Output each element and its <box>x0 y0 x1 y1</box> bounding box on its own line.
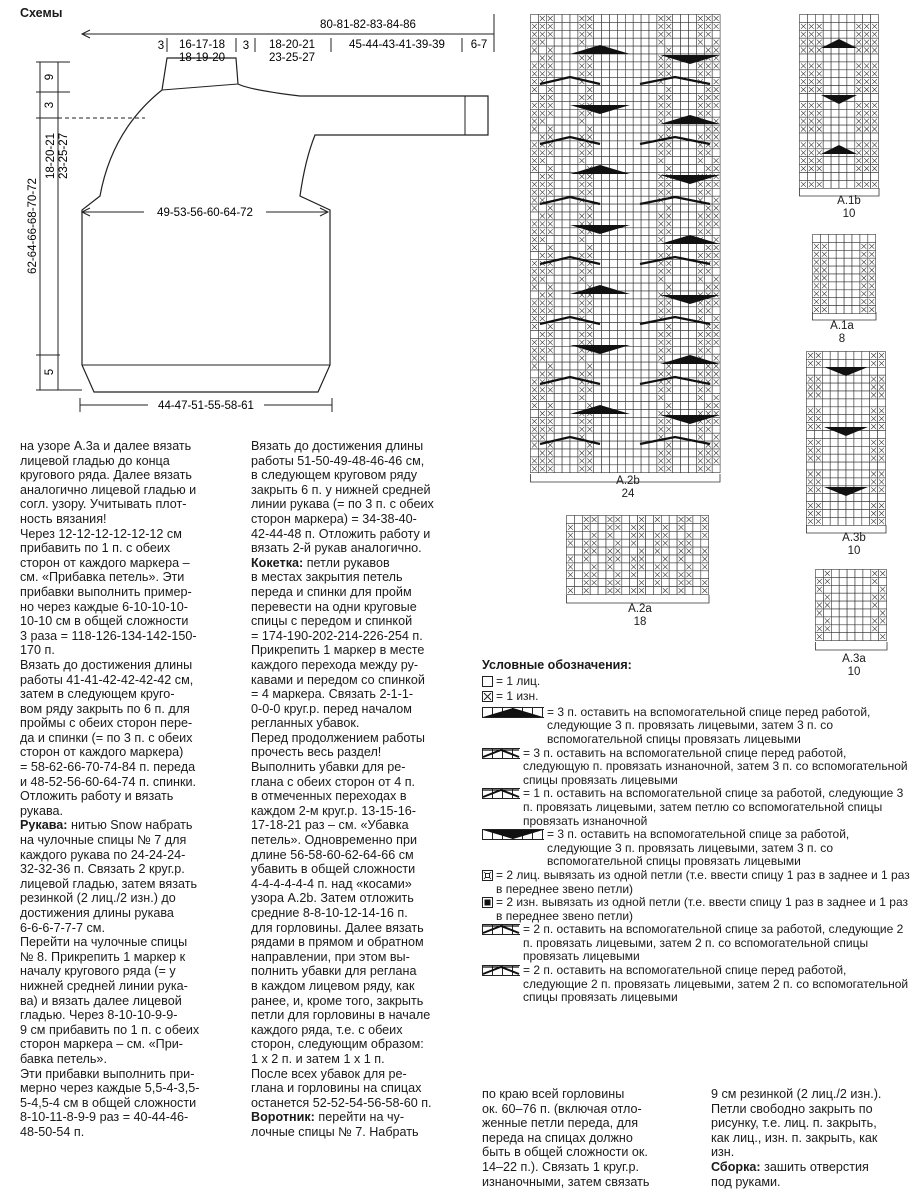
legend-item <box>482 964 914 1005</box>
cable-6-front-icon <box>482 707 544 718</box>
text-line: ранее, и, кроме того, закрыть <box>251 993 424 1008</box>
text-line: Перед продолжением работы <box>251 730 425 745</box>
text-line: прибавить по 1 п. с обеих <box>20 541 171 556</box>
legend-text: = 3 п. оставить на вспомогательной спице перед работой, следующую п. провязать изнаночной, затем 3 п. со вспомогательной спицы провязать лицевыми <box>523 745 908 787</box>
text-line: Прикрепить 1 маркер в месте <box>251 643 425 658</box>
text-line: прочесть весь раздел! <box>251 745 382 760</box>
svg-text:62-64-66-68-70-72: 62-64-66-68-70-72 <box>27 178 39 274</box>
text-line: петли для горловины в начале <box>251 1008 431 1023</box>
text-line: и 48-52-56-60-64-74 п. спинки. <box>20 774 197 789</box>
legend-text: = 1 п. оставить на вспомогательной спице за работой, следующие 3 п. провязать лицевыми, затем петлю со вспомогательной спицы провязать изнаночной <box>523 786 904 828</box>
text-line: в отмеченных переходах в <box>251 789 407 804</box>
text-line: направлении, при этом вы- <box>251 949 410 964</box>
text-line: каждом 2-м круг.р. 13-15-16- <box>251 803 416 818</box>
legend-item <box>482 923 914 964</box>
text-line: переда на спицах должно <box>482 1130 633 1145</box>
svg-text:3: 3 <box>157 40 165 52</box>
svg-text:3: 3 <box>242 40 250 52</box>
text-line: 17-18-21 раз – см. «Убавка <box>251 818 409 833</box>
text-line: Вязать до достижения длины <box>20 657 193 672</box>
svg-text:18-20-21: 18-20-21 <box>45 132 57 180</box>
svg-text:23-25-27: 23-25-27 <box>268 52 316 64</box>
legend-text: = 2 п. оставить на вспомогательной спице за работой, следующие 2 п. провязать лицевыми, затем 2 п. со вспомогательной спицы провязать лицевыми <box>523 922 904 964</box>
text-line: как лиц., изн. п. закрыть, как <box>711 1130 878 1145</box>
text-line: сторон, следующим образом: <box>251 1037 424 1052</box>
text-line: перевести на одни круговые <box>251 599 417 614</box>
text-line: кругового ряда. Далее вязать <box>20 468 192 483</box>
legend-item <box>482 787 914 828</box>
text-line: проймы с обеих сторон пере- <box>20 716 193 731</box>
text-line: быть в общей сложности ок. <box>482 1145 648 1160</box>
text-line: в каждом лицевом ряду, как <box>251 978 415 993</box>
text-line: 5-4,5-4 см в общей сложности <box>20 1095 197 1110</box>
text-line: каждого ряда, т.е. с обеих <box>251 1022 403 1037</box>
text-line: лочные спицы № 7. Набрать <box>251 1124 419 1139</box>
chest-label: 49-53-56-60-64-72 <box>157 207 253 219</box>
garment-schematic <box>0 0 505 430</box>
text-line: 0-0-0 круг.р. перед началом <box>251 701 412 716</box>
legend-text: = 3 п. оставить на вспомогательной спице за работой, следующие 3 п. провязать лицевыми, затем 3 п. со вспомогательной спицы провязать лицевыми <box>547 827 850 869</box>
svg-text:18-19-20: 18-19-20 <box>178 52 226 64</box>
text-line: 4-4-4-4-4-4 п. над «косами» <box>251 876 412 891</box>
text-line: = 58-62-66-70-74-84 п. переда <box>20 760 196 775</box>
chart-a2a <box>566 515 709 595</box>
x-square-icon <box>482 691 493 702</box>
text-line: по краю всей горловины <box>482 1087 625 1101</box>
text-line: узора A.2b. Затем отложить <box>251 891 414 906</box>
text-line: переда и спинки для пройм <box>251 584 412 599</box>
chart-a1b <box>799 14 879 189</box>
text-line: Выполнить убавки для ре- <box>251 760 406 775</box>
text-line: 8-10-11-8-9-9 раз = 40-44-46- <box>20 1110 189 1125</box>
text-line: 48-50-54 п. <box>20 1124 85 1139</box>
text-line: бавка петель». <box>20 1051 107 1066</box>
bottom-width-label: 44-47-51-55-58-61 <box>158 400 254 412</box>
text-column-4: 9 см резинкой (2 лиц./2 изн.). Петли свободно закрыть по рисунку, т.е. лиц. п. закрыть, как лиц., изн. п. закрыть, как изн. Сборка: зашить отверстия под руками. <box>711 1087 916 1189</box>
text-line: вязать 2-й рукав аналогично. <box>251 541 422 556</box>
chart-a3b-caption: A.3b 10 <box>842 532 866 557</box>
text-line: кавами и передом со спинкой <box>251 672 425 687</box>
legend-text: = 1 лиц. <box>496 673 541 688</box>
text-line: аналогично лицевой гладью и <box>20 482 197 497</box>
text-column-3 <box>482 1087 687 1189</box>
text-line: см. «Прибавка петель». Эти <box>20 570 185 585</box>
legend-item <box>482 706 914 747</box>
text-line: убавить в общей сложности <box>251 862 416 877</box>
text-line: сторон от каждого маркера – <box>20 555 190 570</box>
text-line: достижения длины рукава <box>20 906 174 920</box>
text-line: да и спинки (= по 3 п. с обеих <box>20 730 193 745</box>
cable-4-front-icon <box>482 965 520 976</box>
text-line: 9 см резинкой (2 лиц./2 изн.). <box>711 1087 882 1101</box>
svg-text:23-25-27: 23-25-27 <box>58 132 70 180</box>
text-line: средние 8-8-10-12-14-16 п. <box>251 906 408 920</box>
text-line: закрыть 6 п. у нижней средней <box>251 482 431 497</box>
legend-title: Условные обозначения: <box>482 658 632 672</box>
text-column-2: Вязать до достижения длины работы 51-50-49-48-46-46 см, в следующем круговом ряду закрыть 6 п. у нижней средней линии рукава (= по 3 п. с обеих сторон маркера) = 34-38-40- 42-44-48 п. Отложить работу и вязать 2-й рукав аналогично. Кокетка: петли рукавов в местах закрытия петель переда и спинки для пройм перевести на одни круговые спицы с передом и спинкой = 174-190-202-214-226-254 п. Прикрепить 1 маркер в месте каждого перехода между ру- кавами и передом со спинкой = 4 маркера. Связать 2-1-1- 0-0-0 круг.р. перед началом регланных убавок. Перед продолжением работы прочесть весь раздел! Выполнить убавки для ре- глана с обеих сторон от 4 п. в отмеченных переходах в каждом 2-м круг.р. 13-15-16- 17-18-21 раз – см. «Убавка петель». Одновременно при длине 56-58-60-62-64-66 см убавить в общей сложности 4-4-4-4-4-4 п. над «косами» узора A.2b. Затем отложить средние 8-8-10-12-14-16 п. для горловины. Далее вязать рядами в прямом и обратном направлении, при этом вы- полнить убавки для реглана в каждом лицевом ряду, как ранее, и, кроме того, закрыть петли для горловины в начале каждого ряда, т.е. с обеих сторон, следующим образом: 1 х 2 п. и затем 1 х 1 п. После всех убавок для ре- глана и горловины на спицах останется 52-52-54-56-58-60 п. Воротник: перейти на чу- лочные спицы № 7. Набрать <box>251 439 466 1140</box>
text-line: мерно через каждые 5,5-4-3,5- <box>20 1081 200 1096</box>
text-line: прибавки выполнить пример- <box>20 584 192 599</box>
text-line: После всех убавок для ре- <box>251 1066 407 1081</box>
text-line: Вязать до достижения длины <box>251 439 424 453</box>
text-line: нижней средней линии рука- <box>20 978 188 993</box>
text-line: петель». Одновременно при <box>251 833 417 848</box>
legend-item <box>482 869 914 896</box>
text-line: вом ряду закрыть по 6 п. для <box>20 701 190 716</box>
svg-text:18-20-21: 18-20-21 <box>268 39 316 51</box>
legend <box>482 659 914 1005</box>
text-line: в следующем круговом ряду <box>251 468 418 483</box>
text-line: ность вязания! <box>20 511 107 526</box>
legend-text: = 1 изн. <box>496 689 539 704</box>
chart-a3b <box>806 351 886 526</box>
text-line: каждого рукава по 24-24-24- <box>20 847 186 862</box>
text-line: на чулочные спицы № 7 для <box>20 833 187 848</box>
legend-text: = 2 лиц. вывязать из одной петли (т.е. ввести спицу 1 раз в заднее и 1 раз в переднее звено петли) <box>496 867 910 896</box>
text-line: 6-6-6-7-7-7 см. <box>20 920 105 935</box>
svg-text:3: 3 <box>44 101 56 109</box>
legend-item <box>482 896 914 923</box>
text-line: останется 52-52-54-56-58-60 п. <box>251 1095 432 1110</box>
cable-4-front-purl-icon <box>482 748 520 759</box>
legend-text: = 2 п. оставить на вспомогательной спице перед работой, следующие 2 п. провязать лицевыми, затем 2 п. со вспомогательной спицы провязать лицевыми <box>523 963 909 1005</box>
text-line: № 8. Прикрепить 1 маркер к <box>20 949 186 964</box>
text-line: сторон маркера) = 34-38-40- <box>251 511 417 526</box>
text-line: женные петли переда, для <box>482 1116 639 1131</box>
text-line: регланных убавок. <box>251 716 360 731</box>
text-line: рисунку, т.е. лиц. п. закрыть, <box>711 1116 877 1131</box>
empty-square-icon <box>482 676 493 687</box>
text-line: спицы с передом и спинкой <box>251 614 413 629</box>
text-line: работы 51-50-49-48-46-46 см, <box>251 453 425 468</box>
text-line: гладью. Через 8-10-10-9-9- <box>20 1008 178 1023</box>
text-line: Через 12-12-12-12-12-12 см <box>20 526 182 541</box>
text-line: Эти прибавки выполнить при- <box>20 1066 195 1081</box>
legend-item <box>482 747 914 788</box>
text-line: 170 п. <box>20 643 55 658</box>
text-line: изн. <box>711 1145 735 1160</box>
text-line: = 4 маркера. Связать 2-1-1- <box>251 687 414 702</box>
top-width-label: 80-81-82-83-84-86 <box>320 19 416 31</box>
text-line: глана с обеих сторон от 4 п. <box>251 774 416 789</box>
chart-a1a <box>812 234 876 314</box>
cable-4-back-purl-icon <box>482 788 520 799</box>
text-line: длине 56-58-60-62-64-66 см <box>251 847 414 862</box>
legend-text: = 3 п. оставить на вспомогательной спице перед работой, следующие 3 п. провязать лицевыми, затем 3 п. со вспомогательной спицы провязать лицевыми <box>547 704 871 746</box>
text-line: 3 раза = 118-126-134-142-150- <box>20 628 197 643</box>
text-line: 10-10 см в общей сложности <box>20 614 189 629</box>
legend-text: = 2 изн. вывязать из одной петли (т.е. ввести спицу 1 раз в заднее и 1 раз в переднее звено петли) <box>496 895 908 923</box>
svg-text:16-17-18: 16-17-18 <box>178 39 226 51</box>
text-line: сторон от каждого маркера) <box>20 745 184 760</box>
text-line: изнаночными, затем связать <box>482 1174 650 1189</box>
text-line: 42-44-48 п. Отложить работу и <box>251 526 431 541</box>
sweater-outline <box>82 58 488 392</box>
cable-6-back-icon <box>482 829 544 840</box>
svg-text:45-44-43-41-39-39: 45-44-43-41-39-39 <box>349 39 445 51</box>
text-line: полнить убавки для реглана <box>251 964 417 979</box>
text-line: = 174-190-202-214-226-254 п. <box>251 628 423 643</box>
chart-a1b-caption: A.1b 10 <box>837 195 861 220</box>
chart-a2b <box>530 14 721 473</box>
text-line: Отложить работу и вязать <box>20 789 174 804</box>
text-line: Петли свободно закрыть по <box>711 1101 873 1116</box>
text-line: 1 х 2 п. и затем 1 х 1 п. <box>251 1051 385 1066</box>
chart-a3a-caption: A.3a 10 <box>842 653 866 678</box>
text-line: глана и горловины на спицах <box>251 1081 422 1096</box>
text-line: каждого перехода между ру- <box>251 657 419 672</box>
text-line: резинкой (2 лиц./2 изн.) до <box>20 891 176 906</box>
increase-knit-icon <box>482 870 493 881</box>
text-line: сторон маркера – см. «При- <box>20 1037 183 1052</box>
increase-purl-icon <box>482 897 493 908</box>
text-line: затем в следующем круго- <box>20 687 175 702</box>
svg-text:6-7: 6-7 <box>470 39 488 51</box>
svg-text:9: 9 <box>44 73 56 81</box>
text-line: согл. узору. Учитывать плот- <box>20 497 187 512</box>
text-line: лицевой гладью до конца <box>20 453 170 468</box>
text-line: ва) и вязать далее лицевой <box>20 993 182 1008</box>
text-line: рукава. <box>20 803 64 818</box>
text-line: 9 см прибавить по 1 п. с обеих <box>20 1022 200 1037</box>
text-line: рядами в прямом и обратном <box>251 935 424 950</box>
text-line: на узоре A.3a и далее вязать <box>20 439 192 453</box>
schematic-title: Схемы <box>20 6 63 20</box>
legend-item <box>482 690 914 706</box>
text-line: 32-32-36 п. Связать 2 круг.р. <box>20 862 185 877</box>
legend-item <box>482 675 914 691</box>
text-line: работы 41-41-42-42-42-42 см, <box>20 672 194 687</box>
text-line: линии рукава (= по 3 п. с обеих <box>251 497 434 512</box>
text-line: ок. 60–76 п. (включая отло- <box>482 1101 642 1116</box>
chart-a1a-caption: A.1a 8 <box>830 320 854 345</box>
text-line: для горловины. Далее вязать <box>251 920 424 935</box>
chart-a2a-caption: A.2a 18 <box>628 603 652 628</box>
cable-4-back-icon <box>482 924 520 935</box>
chart-a2b-caption: A.2b 24 <box>616 475 640 500</box>
legend-item <box>482 828 914 869</box>
svg-text:5: 5 <box>44 368 56 376</box>
text-column-1: на узоре A.3a и далее вязать лицевой гладью до конца кругового ряда. Далее вязать аналогично лицевой гладью и согл. узору. Учитывать плот- ность вязания! Через 12-12-12-12-12-12 см прибавить по 1 п. с обеих сторон от каждого маркера – см. «Прибавка петель». Эти прибавки выполнить пример- но через каждые 6-10-10-10- 10-10 см в общей сложности 3 раза = 118-126-134-142-150- 170 п. Вязать до достижения длины работы 41-41-42-42-42-42 см, затем в следующем круго- вом ряду закрыть по 6 п. для проймы с обеих сторон пере- да и спинки (= по 3 п. с обеих сторон от каждого маркера) = 58-62-66-70-74-84 п. переда и 48-52-56-60-64-74 п. спинки. Отложить работу и вязать рукава. Рукава: нитью Snow набрать на чулочные спицы № 7 для каждого рукава по 24-24-24- 32-32-36 п. Связать 2 круг.р. лицевой гладью, затем вязать резинкой (2 лиц./2 изн.) до достижения длины рукава 6-6-6-7-7-7 см. Перейти на чулочные спицы № 8. Прикрепить 1 маркер к началу кругового ряда (= у нижней средней линии рука- ва) и вязать далее лицевой гладью. Через 8-10-10-9-9- 9 см прибавить по 1 п. с обеих сторон маркера – см. «При- бавка петель». Эти прибавки выполнить при- мерно через каждые 5,5-4-3,5- 5-4,5-4 см в общей сложности 8-10-11-8-9-9 раз = 40-44-46- 48-50-54 п. <box>20 439 245 1140</box>
text-line: лицевой гладью, затем вязать <box>20 876 198 891</box>
text-line: Перейти на чулочные спицы <box>20 935 188 950</box>
text-line: 14–22 п.). Связать 1 круг.р. <box>482 1159 640 1174</box>
chart-a3a <box>815 569 887 641</box>
text-line: в местах закрытия петель <box>251 570 403 585</box>
text-line: началу кругового ряда (= у <box>20 964 176 979</box>
text-line: но через каждые 6-10-10-10- <box>20 599 188 614</box>
